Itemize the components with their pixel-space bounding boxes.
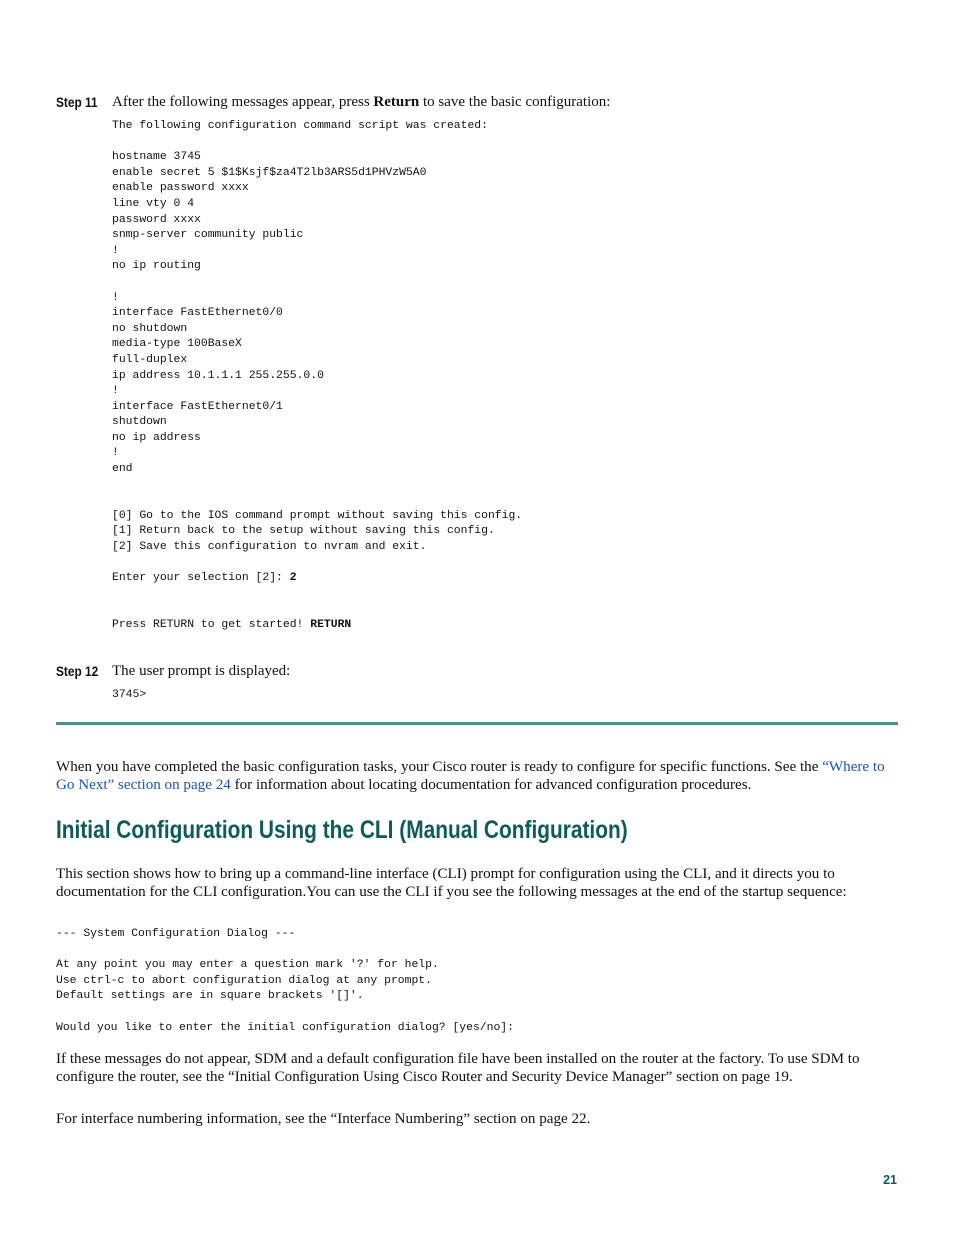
interface-numbering-paragraph: For interface numbering information, see the “Interface Numbering” section on page 22.	[56, 1111, 591, 1127]
section-intro-paragraph: This section shows how to bring up a command-line interface (CLI) prompt for configuration using the CLI, and it directs you to documentation for the CLI configuration.You can use the CLI if you see the following messages at the end of the startup sequence:	[56, 866, 847, 900]
sdm-paragraph: If these messages do not appear, SDM and a default configuration file have been installed on the router at the factory. To use SDM to configure the router, see the “Initial Configuration Using Cisco Router and Security Device Manager” section on page 19.	[56, 1051, 860, 1085]
return-prompt: Press RETURN to get started!	[112, 619, 311, 631]
step-11-label: Step 11	[56, 95, 98, 110]
step-11-config-script: The following configuration command script was created: hostname 3745 enable secret 5 $1$Ksjf$za4T2lb3ARS5d1PHVzW5A0 enable password xxxx line vty 0 4 password xxxx snmp-server community public ! no ip routing ! interface FastEthernet0/0 no shutdown media-type 100BaseX full-duplex ip address 10.1.1.1 255.255.0.0 ! interface FastEthernet0/1 shutdown no ip address ! end [0] Go to the IOS command prompt without saving this config. [1] Return back to the setup without saving this config. [2] Save this configuration to nvram and exit.	[112, 120, 523, 554]
section-heading: Initial Configuration Using the CLI (Manual Configuration)	[56, 816, 628, 844]
step-12-label: Step 12	[56, 664, 99, 679]
user-prompt-code: 3745>	[112, 689, 147, 701]
system-config-dialog-code: --- System Configuration Dialog --- At any point you may enter a question mark '?' for help. Use ctrl-c to abort configuration dialog at any prompt. Default settings are in square brackets '[]'. Would you like to enter the initial configuration dialog? [yes/no]:	[56, 928, 514, 1034]
selection-value: 2	[289, 572, 297, 584]
step-11-text	[112, 94, 610, 111]
step-12-text: The user prompt is displayed:	[112, 663, 291, 679]
return-prompt-line	[112, 618, 351, 634]
selection-prompt-line	[112, 571, 297, 587]
step-11-text-before: After the following messages appear, press	[112, 94, 374, 110]
where-to-go-next-link[interactable]: “Where to Go Next” section on page 24	[56, 759, 885, 793]
step-11-return-key: Return	[373, 94, 420, 110]
page-number: 21	[883, 1173, 897, 1187]
completion-paragraph	[56, 758, 901, 794]
completion-text-before: When you have completed the basic configuration tasks, your Cisco router is ready to configure for specific functions. See the	[56, 759, 823, 775]
return-value: RETURN	[310, 619, 352, 631]
step-11-text-after: to save the basic configuration:	[419, 94, 611, 110]
completion-text-after: for information about locating documentation for advanced configuration procedures.	[230, 777, 752, 793]
selection-prompt: Enter your selection [2]:	[112, 572, 290, 584]
section-divider	[56, 722, 898, 725]
